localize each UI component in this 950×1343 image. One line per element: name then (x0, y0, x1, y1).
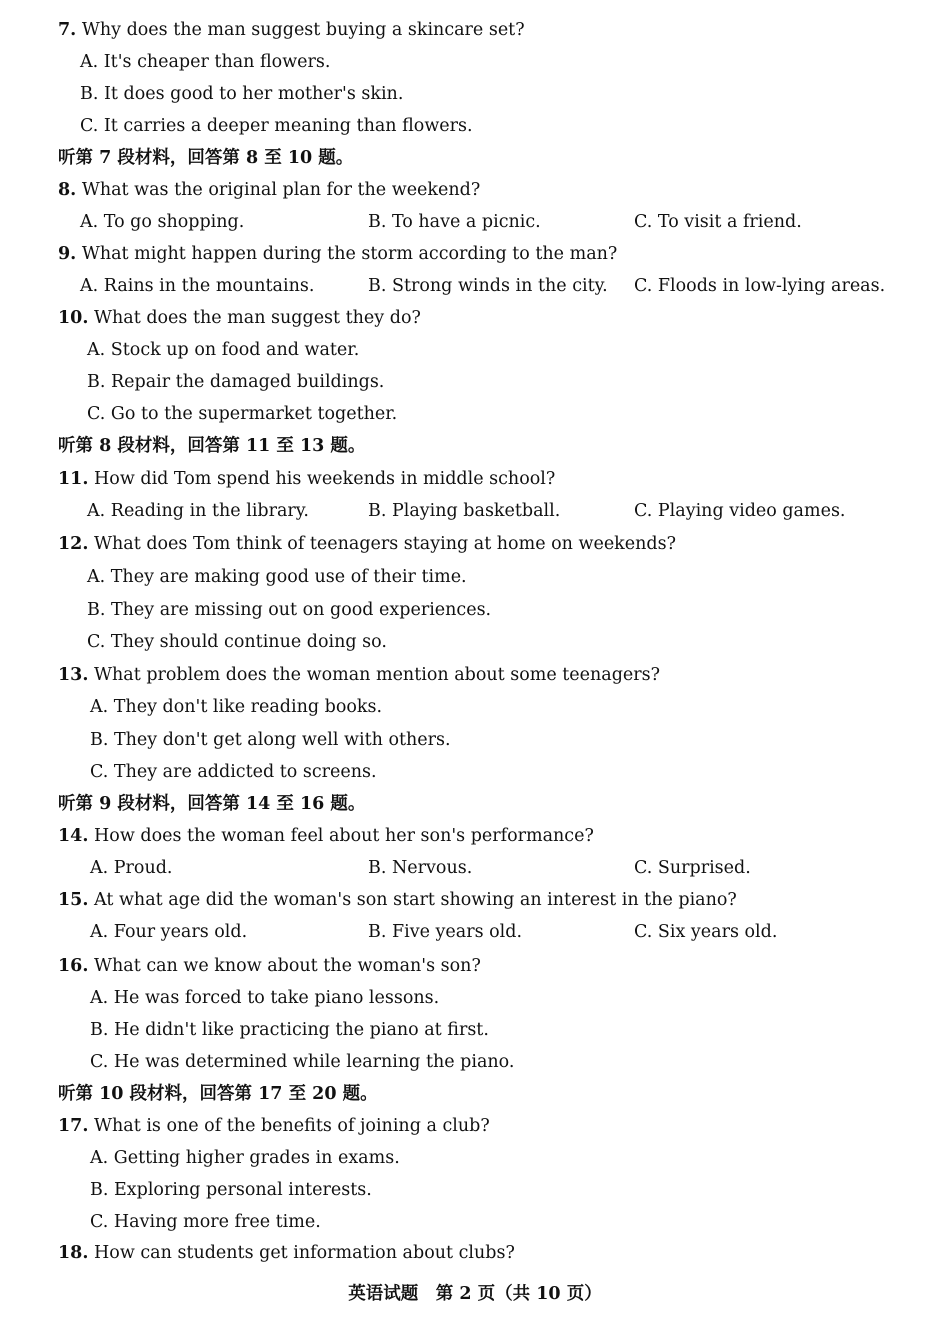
question-number: 16. (58, 956, 89, 976)
option-13b: B. They don't get along well with others. (90, 730, 451, 750)
question-number: 12. (58, 534, 89, 554)
question-number: 14. (58, 826, 89, 846)
option-12c: C. They should continue doing so. (87, 632, 387, 652)
question-stem: At what age did the woman's son start showing an interest in the piano? (94, 890, 737, 910)
option-14b: B. Nervous. (368, 858, 473, 878)
question-stem: How does the woman feel about her son's performance? (94, 826, 594, 846)
option-10c: C. Go to the supermarket together. (87, 404, 398, 424)
option-9c: C. Floods in low-lying areas. (634, 276, 886, 296)
option-8b: B. To have a picnic. (368, 212, 541, 232)
option-11b: B. Playing basketball. (368, 501, 561, 521)
option-7b: B. It does good to her mother's skin. (80, 84, 404, 104)
question-number: 8. (58, 180, 77, 200)
section-heading-10: 听第 10 段材料，回答第 17 至 20 题。 (58, 1084, 378, 1104)
question-stem: What problem does the woman mention about some teenagers? (94, 665, 660, 685)
option-17a: A. Getting higher grades in exams. (90, 1148, 400, 1168)
question-stem: Why does the man suggest buying a skincare set? (81, 20, 525, 40)
question-number: 10. (58, 308, 89, 328)
option-8a: A. To go shopping. (80, 212, 245, 232)
question-14 (0, 820, 950, 852)
question-13 (0, 659, 950, 691)
question-17 (0, 1110, 950, 1142)
options-row-11 (0, 495, 950, 527)
option-12b: B. They are missing out on good experiences. (87, 600, 492, 620)
option-10a: A. Stock up on food and water. (87, 340, 360, 360)
question-18 (0, 1237, 950, 1269)
option-16a: A. He was forced to take piano lessons. (90, 988, 440, 1008)
question-number: 17. (58, 1116, 89, 1136)
options-row-9 (0, 270, 950, 302)
option-9b: B. Strong winds in the city. (368, 276, 608, 296)
option-10b: B. Repair the damaged buildings. (87, 372, 385, 392)
options-row-15 (0, 916, 950, 948)
question-12 (0, 528, 950, 560)
options-row-14 (0, 852, 950, 884)
option-13a: A. They don't like reading books. (90, 697, 383, 717)
page-footer: 英语试题 第 2 页（共 10 页） (348, 1284, 602, 1304)
question-16 (0, 950, 950, 982)
question-stem: What might happen during the storm according to the man? (81, 244, 618, 264)
question-9 (0, 238, 950, 270)
option-14c: C. Surprised. (634, 858, 751, 878)
question-8 (0, 174, 950, 206)
question-number: 15. (58, 890, 89, 910)
section-heading-9: 听第 9 段材料，回答第 14 至 16 题。 (58, 794, 366, 814)
option-17c: C. Having more free time. (90, 1212, 321, 1232)
option-14a: A. Proud. (90, 858, 173, 878)
question-stem: What is one of the benefits of joining a club? (94, 1116, 490, 1136)
options-row-8 (0, 206, 950, 238)
question-number: 11. (58, 469, 89, 489)
question-10 (0, 302, 950, 334)
question-number: 13. (58, 665, 89, 685)
option-8c: C. To visit a friend. (634, 212, 802, 232)
question-number: 7. (58, 20, 77, 40)
question-stem: What does the man suggest they do? (94, 308, 421, 328)
question-11 (0, 463, 950, 495)
question-stem: What was the original plan for the weekend? (81, 180, 481, 200)
option-7c: C. It carries a deeper meaning than flowers. (80, 116, 473, 136)
option-15c: C. Six years old. (634, 922, 778, 942)
option-15b: B. Five years old. (368, 922, 523, 942)
question-7 (0, 14, 950, 46)
question-stem: What does Tom think of teenagers staying at home on weekends? (94, 534, 676, 554)
question-stem: What can we know about the woman's son? (94, 956, 481, 976)
option-13c: C. They are addicted to screens. (90, 762, 377, 782)
question-15 (0, 884, 950, 916)
section-heading-7: 听第 7 段材料，回答第 8 至 10 题。 (58, 148, 354, 168)
option-15a: A. Four years old. (90, 922, 248, 942)
question-stem: How did Tom spend his weekends in middle school? (94, 469, 556, 489)
option-7a: A. It's cheaper than flowers. (80, 52, 331, 72)
question-number: 18. (58, 1243, 89, 1263)
question-stem: How can students get information about clubs? (94, 1243, 515, 1263)
option-16c: C. He was determined while learning the piano. (90, 1052, 515, 1072)
section-heading-8: 听第 8 段材料，回答第 11 至 13 题。 (58, 436, 366, 456)
option-11a: A. Reading in the library. (87, 501, 309, 521)
option-17b: B. Exploring personal interests. (90, 1180, 372, 1200)
option-12a: A. They are making good use of their time. (87, 567, 467, 587)
option-11c: C. Playing video games. (634, 501, 846, 521)
question-number: 9. (58, 244, 77, 264)
option-16b: B. He didn't like practicing the piano at first. (90, 1020, 489, 1040)
option-9a: A. Rains in the mountains. (80, 276, 315, 296)
